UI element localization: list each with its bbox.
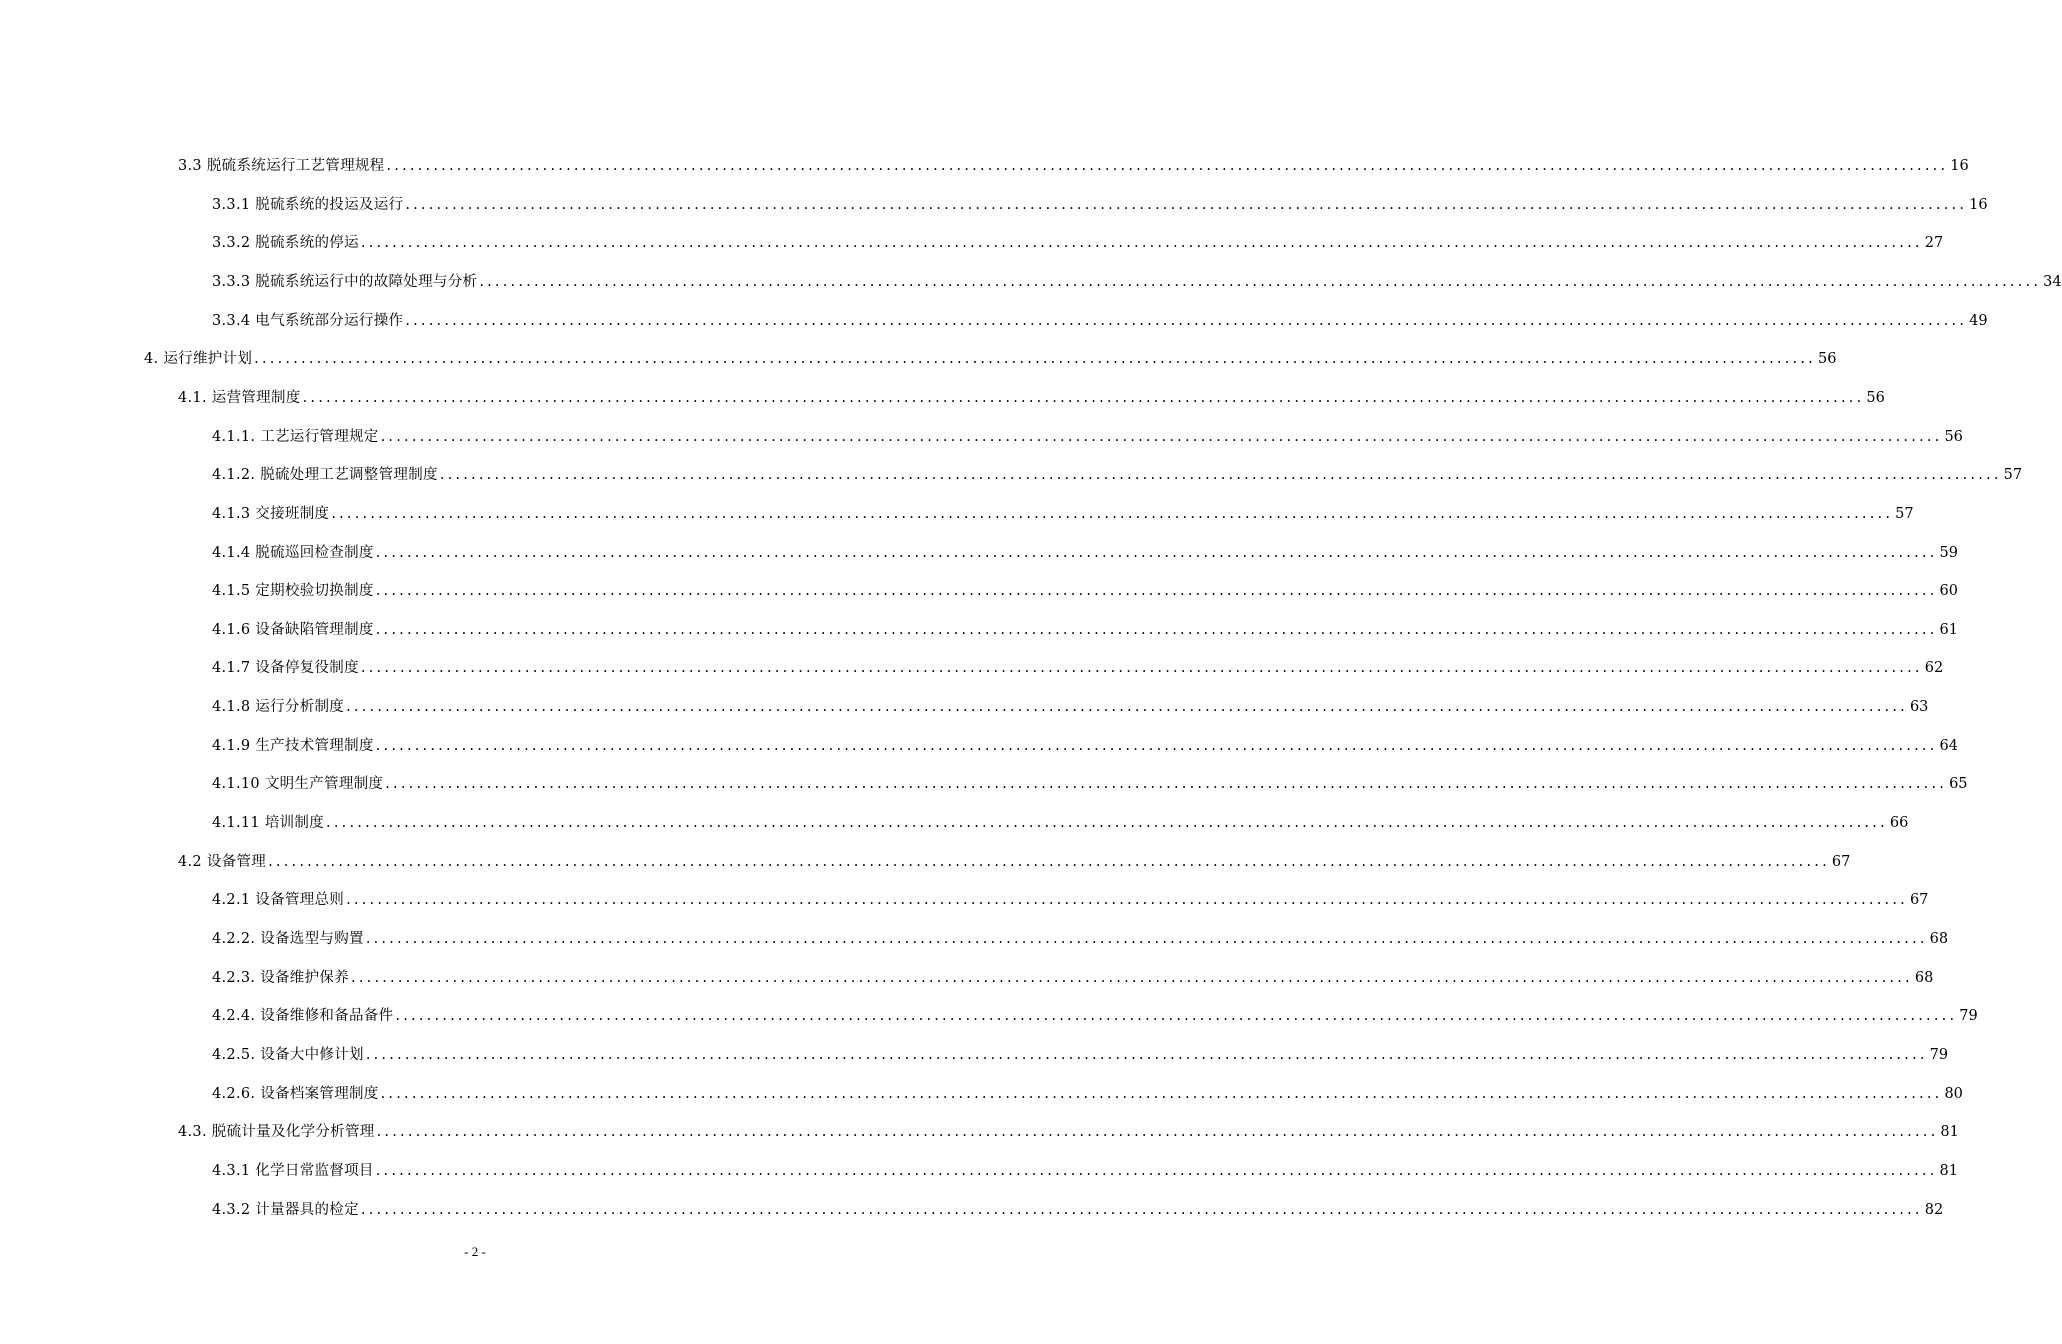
toc-entry-title: 4. 运行维护计划 [144,351,253,368]
page-number: - 2 - [464,1244,486,1259]
toc-entry-page: 16 [1950,158,1969,174]
toc-entry[interactable] [212,1044,1949,1066]
toc-entry-title: 4.2.4. 设备维修和备品备件 [212,1008,394,1025]
toc-entry-page: 34 [2043,273,2062,290]
toc-entry[interactable] [212,928,1949,950]
toc-entry-page: 79 [1929,1046,1949,1063]
toc-dot-leader: ........................................................................................................................................................................................................ [360,660,1923,677]
toc-entry-page: 61 [1939,621,1958,638]
toc-entry-title: 4.2 设备管理 [178,853,267,870]
toc-dot-leader: ........................................................................................................................................................................................................ [385,776,1948,793]
toc-entry-title: 4.3.2 计量器具的检定 [212,1201,359,1218]
toc-entry-title: 4.1. 运营管理制度 [178,389,301,406]
toc-entry-title: 4.1.4 脱硫巡回检查制度 [212,544,374,561]
toc-dot-leader: ........................................................................................................................................................................................................ [380,1085,1943,1102]
toc-entry-title: 4.1.10 文明生产管理制度 [212,776,384,793]
toc-entry-page: 60 [1939,583,1958,600]
toc-entry[interactable] [212,310,1988,332]
toc-dot-leader: ........................................................................................................................................................................................................ [439,467,2002,484]
toc-dot-leader: ........................................................................................................................................................................................................ [365,1046,1928,1063]
toc-dot-leader: ........................................................................................................................................................................................................ [375,1162,1938,1179]
toc-dot-leader: ........................................................................................................................................................................................................ [380,428,1943,445]
toc-entry[interactable] [178,851,1851,873]
toc-dot-leader: ........................................................................................................................................................................................................ [254,351,1816,368]
toc-entry[interactable] [212,580,1958,602]
toc-dot-leader: ........................................................................................................................................................................................................ [351,969,1913,986]
toc-entry-title: 4.3. 脱硫计量及化学分析管理 [178,1124,375,1141]
toc-dot-leader: ........................................................................................................................................................................................................ [405,196,1968,213]
toc-entry-title: 4.1.2. 脱硫处理工艺调整管理制度 [212,467,438,484]
toc-entry[interactable] [212,232,1944,254]
toc-entry-title: 4.3.1 化学日常监督项目 [212,1162,374,1179]
toc-entry[interactable] [212,1083,1963,1105]
toc-dot-leader: ........................................................................................................................................................................................................ [386,158,1949,174]
toc-entry[interactable] [212,464,2023,486]
toc-entry-title: 4.1.5 定期校验切换制度 [212,583,374,600]
toc-dot-leader: ........................................................................................................................................................................................................ [375,737,1938,754]
toc-entry[interactable] [212,773,1968,795]
toc-dot-leader: ........................................................................................................................................................................................................ [302,389,1865,406]
toc-entry[interactable] [212,503,1914,525]
toc-entry-title: 4.2.6. 设备档案管理制度 [212,1085,379,1102]
toc-dot-leader: ........................................................................................................................................................................................................ [326,815,1888,832]
toc-dot-leader: ........................................................................................................................................................................................................ [375,621,1938,638]
toc-entry-page: 68 [1929,931,1949,947]
toc-entry-page: 59 [1939,544,1958,561]
toc-entry[interactable] [212,194,1988,216]
toc-entry[interactable] [178,1121,1959,1143]
toc-entry-title: 3.3.3 脱硫系统运行中的故障处理与分析 [212,273,478,290]
toc-entry-page: 57 [1895,505,1914,522]
toc-entry-title: 4.1.7 设备停复役制度 [212,660,359,677]
toc-entry-page: 81 [1940,1124,1959,1141]
toc-entry-page: 80 [1944,1085,1963,1102]
toc-entry-page: 79 [1959,1008,1978,1025]
toc-entry-title: 4.2.2. 设备选型与购置 [212,931,364,947]
toc-dot-leader: ........................................................................................................................................................................................................ [346,699,1908,716]
toc-dot-leader: ........................................................................................................................................................................................................ [360,235,1923,252]
toc-dot-leader: ........................................................................................................................................................................................................ [479,273,2042,290]
toc-dot-leader: ........................................................................................................................................................................................................ [365,931,1928,947]
toc-entry[interactable] [212,1199,1944,1221]
toc-entry-page: 67 [1831,853,1851,870]
toc-entry-title: 3.3.2 脱硫系统的停运 [212,235,359,252]
toc-entry-title: 3.3 脱硫系统运行工艺管理规程 [178,158,385,174]
toc-entry-page: 49 [1969,312,1988,329]
toc-entry[interactable] [212,889,1929,911]
toc-entry-title: 4.2.1 设备管理总则 [212,892,345,909]
toc-entry-title: 4.1.6 设备缺陷管理制度 [212,621,374,638]
toc-entry[interactable] [212,1005,1978,1027]
toc-entry[interactable] [212,657,1944,679]
toc-dot-leader: ........................................................................................................................................................................................................ [395,1008,1958,1025]
toc-entry[interactable] [212,812,1909,834]
toc-dot-leader: ........................................................................................................................................................................................................ [331,505,1894,522]
toc-entry-page: 62 [1924,660,1944,677]
toc-entry-title: 4.1.8 运行分析制度 [212,699,345,716]
toc-entry-title: 4.1.11 培训制度 [212,815,325,832]
toc-entry-page: 64 [1939,737,1958,754]
toc-dot-leader: ........................................................................................................................................................................................................ [375,583,1938,600]
toc-entry-page: 63 [1909,699,1929,716]
toc-entry[interactable] [178,387,1885,409]
toc-entry-page: 82 [1924,1201,1944,1218]
toc-entry-page: 66 [1889,815,1909,832]
toc-entry[interactable] [212,967,1934,989]
toc-entry-page: 27 [1924,235,1944,252]
toc-entry[interactable] [212,1160,1958,1182]
toc-dot-leader: ........................................................................................................................................................................................................ [360,1201,1923,1218]
toc-entry[interactable] [212,271,2062,293]
toc-entry[interactable] [212,735,1958,757]
toc-entry-page: 67 [1909,892,1929,909]
toc-entry-title: 4.2.5. 设备大中修计划 [212,1046,364,1063]
toc-entry-page: 68 [1914,969,1934,986]
toc-entry-page: 57 [2003,467,2023,484]
toc-entry-title: 4.1.1. 工艺运行管理规定 [212,428,379,445]
toc-entry-page: 65 [1949,776,1968,793]
toc-entry-title: 4.2.3. 设备维护保养 [212,969,350,986]
toc-entry-page: 81 [1939,1162,1958,1179]
toc-entry-title: 4.1.3 交接班制度 [212,505,330,522]
toc-entry[interactable] [212,542,1958,564]
toc-dot-leader: ........................................................................................................................................................................................................ [346,892,1908,909]
toc-entry-page: 56 [1944,428,1963,445]
toc-entry-title: 4.1.9 生产技术管理制度 [212,737,374,754]
toc-entry-title: 3.3.4 电气系统部分运行操作 [212,312,404,329]
toc-entry[interactable] [144,348,1837,370]
toc-entry[interactable] [178,155,1969,177]
toc-dot-leader: ........................................................................................................................................................................................................ [376,1124,1939,1141]
toc-dot-leader: ........................................................................................................................................................................................................ [375,544,1938,561]
toc-entry-page: 16 [1969,196,1988,213]
toc-entry[interactable] [212,426,1963,448]
toc-entry[interactable] [212,619,1958,641]
toc-entry-page: 56 [1866,389,1885,406]
toc-entry[interactable] [212,696,1929,718]
toc-entry-title: 3.3.1 脱硫系统的投运及运行 [212,196,404,213]
toc-dot-leader: ........................................................................................................................................................................................................ [268,853,1830,870]
toc-entry-page: 56 [1817,351,1837,368]
toc-dot-leader: ........................................................................................................................................................................................................ [405,312,1968,329]
